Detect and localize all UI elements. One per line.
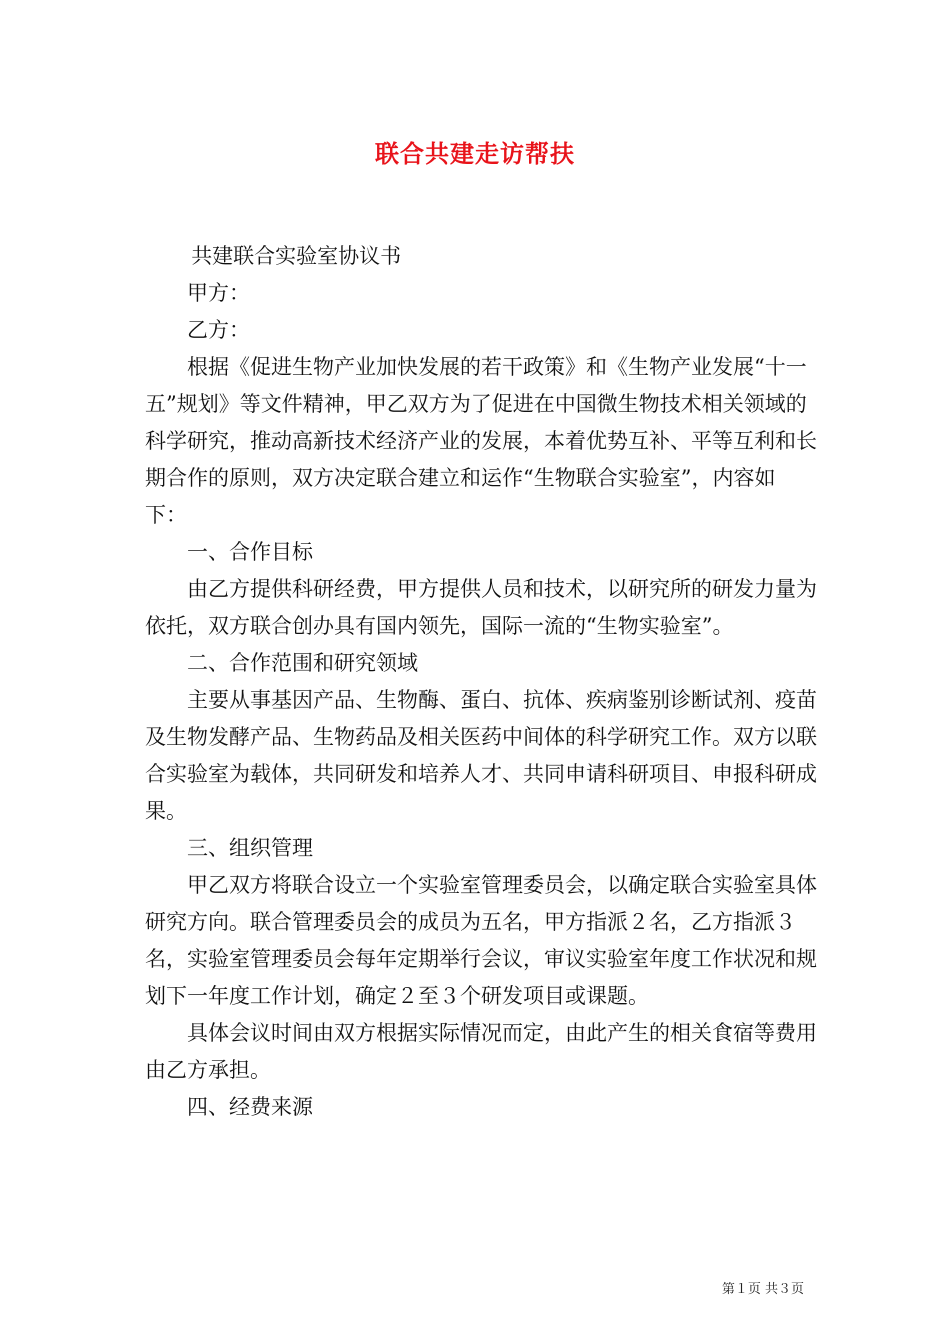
agreement-heading: 共建联合实验室协议书 bbox=[191, 244, 402, 268]
document-body bbox=[145, 238, 817, 1126]
page-number: 第１页 共３页 bbox=[721, 1282, 804, 1297]
section-heading-funding: 四、经费来源 bbox=[187, 1095, 313, 1119]
party-b-line: 乙方： bbox=[187, 318, 250, 342]
meeting-paragraph: 具体会议时间由双方根据实际情况而定，由此产生的相关食宿等费用由乙方承担。 bbox=[145, 1021, 817, 1082]
preamble-paragraph: 根据《促进生物产业加快发展的若干政策》和《生物产业发展“十一五”规划》等文件精神，甲乙双方为了促进在中国微生物技术相关领域的科学研究，推动高新技术经济产业的发展，本着优势互补、平等互利和长期合作的原则，双方决定联合建立和运作“生物联合实验室”，内容如下： bbox=[145, 355, 817, 527]
party-a-line: 甲方： bbox=[187, 281, 250, 305]
section-heading-management: 三、组织管理 bbox=[187, 836, 313, 860]
section-heading-scope: 二、合作范围和研究领域 bbox=[187, 651, 418, 675]
document-title: 联合共建走访帮扶 bbox=[375, 139, 575, 168]
scope-paragraph: 主要从事基因产品、生物酶、蛋白、抗体、疾病鉴别诊断试剂、疫苗及生物发酵产品、生物药品及相关医药中间体的科学研究工作。双方以联合实验室为载体，共同研发和培养人才、共同申请科研项目、申报科研成果。 bbox=[145, 688, 817, 823]
section-heading-goals: 一、合作目标 bbox=[187, 540, 313, 564]
management-paragraph: 甲乙双方将联合设立一个实验室管理委员会，以确定联合实验室具体研究方向。联合管理委员会的成员为五名，甲方指派２名，乙方指派３名，实验室管理委员会每年定期举行会议，审议实验室年度工作状况和规划下一年度工作计划，确定２至３个研发项目或课题。 bbox=[145, 873, 817, 1008]
goals-paragraph: 由乙方提供科研经费，甲方提供人员和技术，以研究所的研发力量为依托，双方联合创办具有国内领先，国际一流的“生物实验室”。 bbox=[145, 577, 817, 638]
